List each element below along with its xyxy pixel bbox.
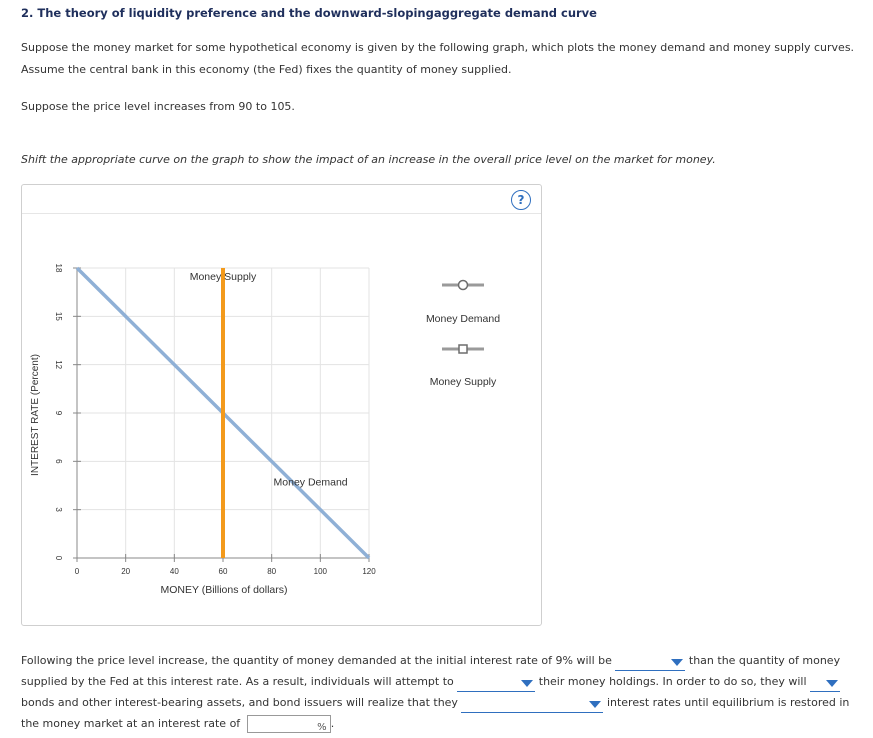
square-marker-icon — [459, 345, 467, 353]
legend-money-supply[interactable] — [430, 345, 497, 388]
x-tick-label: 20 — [121, 567, 131, 576]
holdings-action-dropdown[interactable] — [457, 677, 535, 692]
answer-text-1: Following the price level increase, the quantity of money demanded at the initial interest rate of 9% will be — [21, 654, 612, 667]
chart-axes — [54, 264, 376, 576]
x-tick-label: 0 — [74, 567, 80, 576]
intro-text-1: Suppose the money market for some hypothetical economy is given by the following graph, which plots the money demand and money supply curves. — [21, 41, 855, 54]
y-tick-label: 9 — [53, 410, 63, 416]
y-tick-label: 0 — [53, 555, 63, 561]
instruction-text: Shift the appropriate curve on the graph to show the impact of an increase in the overall price level on the market for money. — [21, 153, 716, 166]
chevron-down-icon — [826, 680, 838, 687]
percent-unit: % — [317, 722, 327, 733]
y-tick-label: 15 — [53, 311, 63, 321]
answer-text-3: their money holdings. In order to do so, they will — [538, 675, 807, 688]
answer-text-2: than the quantity of money supplied by the Fed at this interest rate. As a result, individuals will attempt to — [21, 654, 841, 688]
y-tick-label: 6 — [53, 459, 63, 464]
answer-end: . — [330, 717, 335, 730]
legend-label-money-demand: Money Demand — [425, 313, 501, 325]
chevron-down-icon — [671, 659, 683, 666]
curve-label: Money Demand — [273, 476, 348, 489]
y-axis-label: INTEREST RATE (Percent) — [30, 354, 41, 476]
y-tick-label: 3 — [53, 507, 63, 512]
issuer-action-dropdown[interactable] — [461, 698, 603, 713]
y-tick-label: 12 — [53, 360, 63, 370]
money-market-chart[interactable] — [22, 185, 541, 625]
x-tick-label: 80 — [267, 567, 277, 576]
y-tick-label: 18 — [53, 263, 63, 273]
bond-action-dropdown[interactable] — [810, 677, 840, 692]
circle-marker-icon — [459, 281, 468, 290]
legend-money-demand[interactable] — [426, 281, 500, 326]
x-tick-label: 100 — [313, 567, 328, 576]
intro-text-2: Assume the central bank in this economy (the Fed) fixes the quantity of money supplied. — [21, 63, 512, 76]
chevron-down-icon — [521, 680, 533, 687]
comparison-dropdown[interactable] — [615, 656, 685, 671]
answer-text-4: bonds and other interest-bearing assets, and bond issuers will realize that they — [21, 696, 458, 709]
price-level-text: Suppose the price level increases from 90 to 105. — [21, 100, 295, 113]
curve-label: Money Supply — [189, 271, 257, 283]
x-tick-label: 120 — [362, 567, 376, 576]
equilibrium-rate-input[interactable] — [247, 715, 331, 733]
chevron-down-icon — [589, 701, 601, 708]
x-tick-label: 40 — [169, 567, 179, 576]
answer-paragraph — [21, 650, 851, 734]
help-icon[interactable]: ? — [511, 190, 531, 210]
question-title: 2. The theory of liquidity preference and the downward-slopingaggregate demand curve — [21, 6, 597, 20]
graph-panel — [21, 184, 542, 626]
answer-text-5: interest rates until equilibrium is restored in the money market at an interest rate of — [21, 696, 850, 730]
x-tick-label: 60 — [218, 567, 228, 576]
x-axis-label: MONEY (Billions of dollars) — [160, 584, 288, 596]
legend-label-money-supply: Money Supply — [429, 376, 497, 388]
